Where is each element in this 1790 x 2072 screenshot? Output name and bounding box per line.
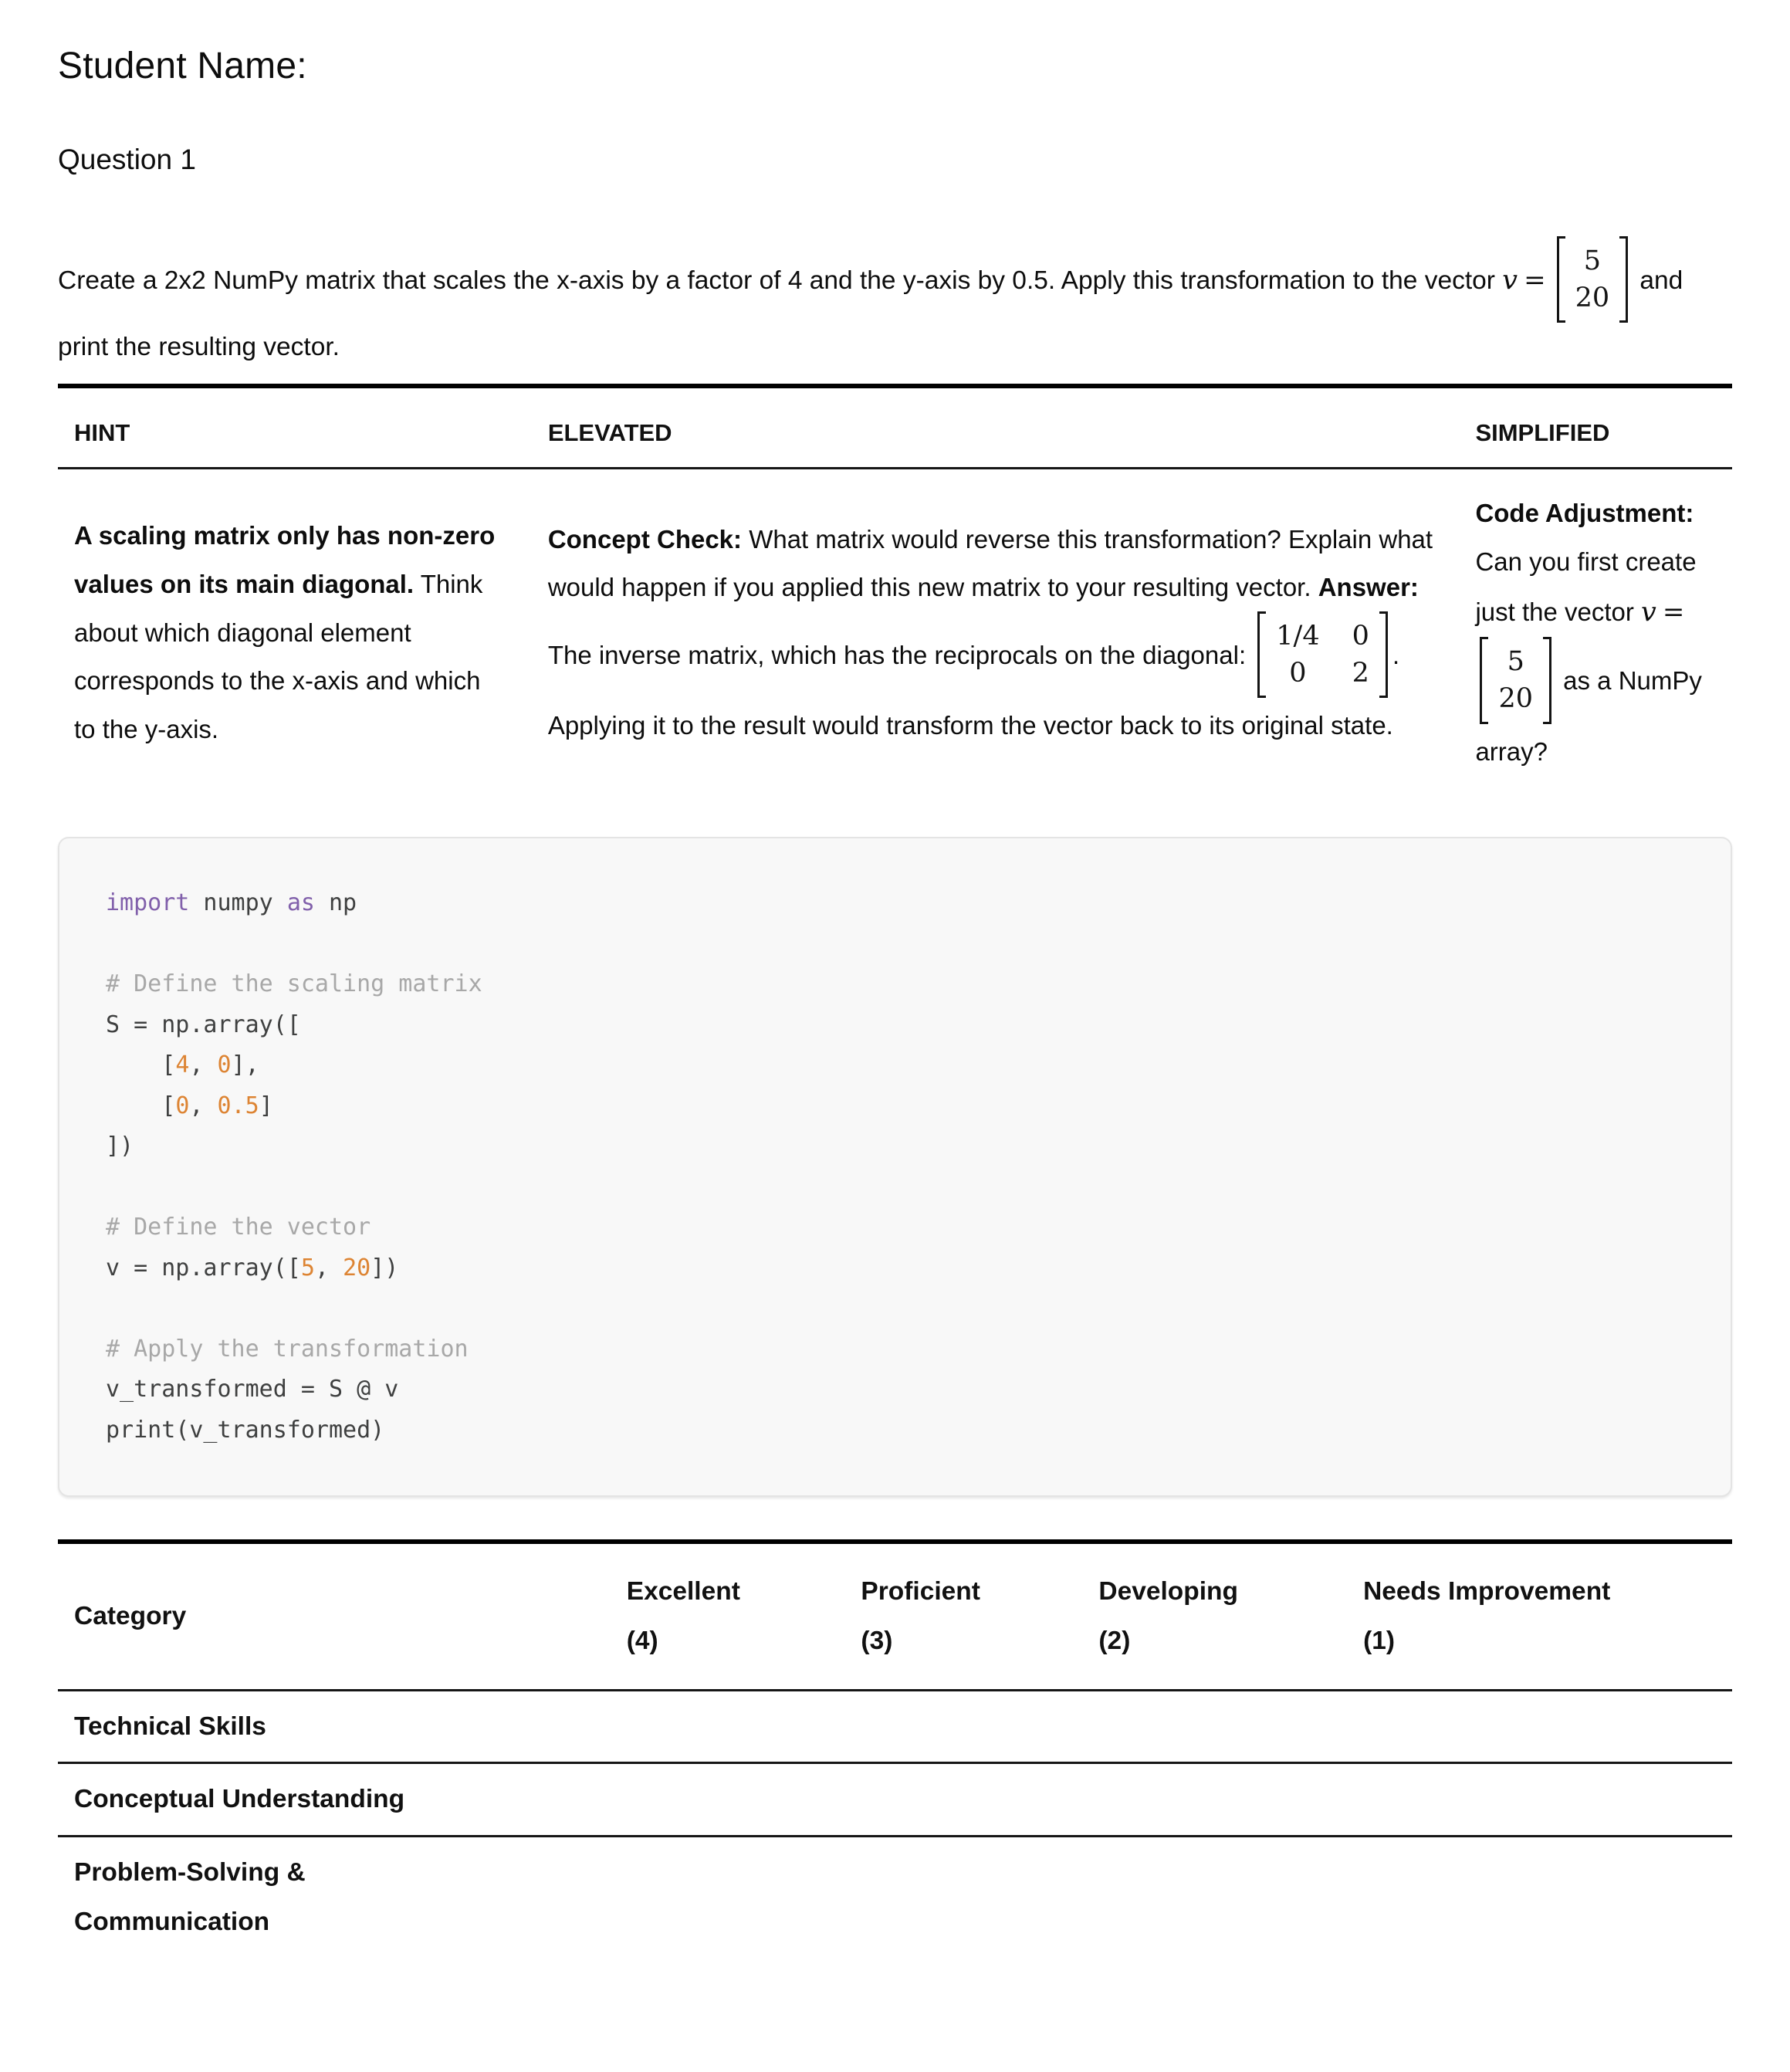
equals-sign: = — [1524, 264, 1546, 296]
differentiation-header-row — [58, 386, 1732, 469]
column-vector-math — [1557, 236, 1629, 323]
rubric-score-points: (4) — [626, 1626, 658, 1655]
rubric-score-label: Developing — [1098, 1577, 1238, 1606]
rubric-header-row — [58, 1542, 1732, 1690]
code-line — [106, 924, 1684, 965]
rubric-score-cell — [844, 1690, 1082, 1763]
code-line: # Define the scaling matrix — [106, 970, 482, 998]
simplified-text-after: as a NumPy array? — [1475, 666, 1702, 766]
differentiation-body-row — [58, 469, 1732, 802]
rubric-category-header: Category — [58, 1542, 611, 1690]
code-line: [0, 0.5] — [106, 1092, 273, 1119]
simplified-column-header: SIMPLIFIED — [1459, 386, 1732, 469]
code-line: S = np.array([ — [106, 1011, 301, 1038]
rubric-score-header-1 — [611, 1542, 845, 1690]
left-bracket-icon — [1480, 637, 1488, 723]
code-line: import numpy as np — [106, 889, 357, 917]
elevated-cell — [532, 469, 1460, 802]
rubric-score-label: Proficient — [861, 1577, 980, 1606]
code-line: # Apply the transformation — [106, 1335, 469, 1363]
hint-column-header: HINT — [58, 386, 532, 469]
code-lines — [106, 883, 1684, 1451]
rubric-score-label: Excellent — [626, 1577, 740, 1606]
question-title: Question 1 — [58, 144, 196, 176]
rubric-score-header-4 — [1347, 1542, 1732, 1690]
rubric-score-header-2 — [844, 1542, 1082, 1690]
code-line: v = np.array([5, 20]) — [106, 1254, 399, 1281]
matrix-entry: 2 — [1352, 658, 1369, 689]
rubric-score-cell — [1347, 1836, 1732, 1957]
code-adjustment-label: Code Adjustment: — [1475, 499, 1694, 528]
vector-symbol: v — [1502, 264, 1518, 296]
rubric-score-label: Needs Improvement — [1363, 1577, 1611, 1606]
hint-bold-text: A scaling matrix only has non-zero values on its main diagonal. — [74, 521, 496, 598]
column-vector-math — [1480, 637, 1551, 723]
code-line: [4, 0], — [106, 1051, 259, 1079]
right-bracket-icon — [1619, 236, 1628, 323]
left-bracket-icon — [1557, 236, 1565, 323]
hint-normal-text: Think about which diagonal element corresponds to the x-axis and which to the y-axis. — [74, 569, 483, 743]
concept-check-label: Concept Check: — [547, 524, 743, 554]
answer-text: The inverse matrix, which has the reciprocals on the diagonal: — [547, 640, 1247, 669]
rubric-score-points: (2) — [1098, 1626, 1131, 1655]
question-text-before: Create a 2x2 NumPy matrix that scales the x-axis by a factor of 4 and the y-axis by 0.5. Apply this transformation to the vector — [58, 266, 1495, 295]
rubric-category-cell: Conceptual Understanding — [58, 1763, 611, 1837]
rubric-score-points: (3) — [861, 1626, 893, 1655]
rubric-score-cell — [1082, 1690, 1347, 1763]
elevated-column-header: ELEVATED — [532, 386, 1460, 469]
rubric-score-header-3 — [1082, 1542, 1347, 1690]
answer-label: Answer: — [1318, 573, 1419, 602]
matrix-entry: 5 — [1583, 245, 1601, 276]
code-line: # Define the vector — [106, 1214, 371, 1241]
rubric-score-cell — [611, 1690, 845, 1763]
code-line: print(v_transformed) — [106, 1416, 385, 1444]
student-name-heading: Student Name: — [58, 46, 307, 86]
inverse-matrix-math — [1257, 611, 1388, 698]
right-bracket-icon — [1543, 637, 1551, 723]
rubric-category-cell: Problem-Solving & Communication — [74, 1857, 306, 1936]
rubric-score-cell — [611, 1836, 845, 1957]
rubric-row — [58, 1763, 1732, 1837]
simplified-text-before: Can you first create just the vector — [1475, 547, 1697, 626]
equals-sign: = — [1662, 596, 1685, 628]
simplified-cell — [1459, 469, 1732, 802]
code-block — [58, 837, 1732, 1497]
rubric-score-cell — [611, 1763, 845, 1837]
matrix-values — [1266, 611, 1379, 698]
matrix-entry: 1/4 — [1276, 621, 1320, 652]
matrix-values — [1565, 236, 1620, 323]
rubric-score-cell — [844, 1836, 1082, 1957]
matrix-values — [1488, 637, 1543, 723]
rubric-score-points: (1) — [1363, 1626, 1396, 1655]
rubric-score-cell — [1082, 1836, 1347, 1957]
matrix-entry: 0 — [1352, 621, 1369, 652]
matrix-period: . — [1392, 641, 1400, 670]
rubric-category-cell: Technical Skills — [58, 1690, 611, 1763]
rubric-score-cell — [1347, 1690, 1732, 1763]
matrix-entry: 5 — [1507, 646, 1524, 678]
rubric-table — [58, 1539, 1732, 1957]
rubric-row — [58, 1690, 1732, 1763]
differentiation-table — [58, 384, 1732, 802]
rubric-row — [58, 1836, 1732, 1957]
rubric-score-cell — [844, 1763, 1082, 1837]
vector-symbol: v — [1641, 596, 1656, 628]
code-line — [106, 1167, 1684, 1208]
concept-check-text: What matrix would reverse this transformation? Explain what would happen if you applied this new matrix to your resulting vector. — [547, 524, 1433, 602]
left-bracket-icon — [1257, 611, 1266, 698]
matrix-entry: 20 — [1575, 282, 1610, 313]
elevated-closing-text: Applying it to the result would transform the vector back to its original state. — [547, 711, 1393, 740]
rubric-score-cell — [1082, 1763, 1347, 1837]
code-line: ]) — [106, 1132, 134, 1160]
matrix-entry: 0 — [1289, 658, 1307, 689]
code-line: v_transformed = S @ v — [106, 1376, 399, 1403]
rubric-score-cell — [1347, 1763, 1732, 1837]
question-text — [58, 237, 1732, 369]
right-bracket-icon — [1379, 611, 1388, 698]
question-text-after: and print the resulting vector. — [58, 266, 1683, 362]
rubric-body — [58, 1690, 1732, 1957]
code-line — [106, 1288, 1684, 1329]
hint-cell — [58, 469, 532, 802]
matrix-entry: 20 — [1498, 683, 1533, 715]
